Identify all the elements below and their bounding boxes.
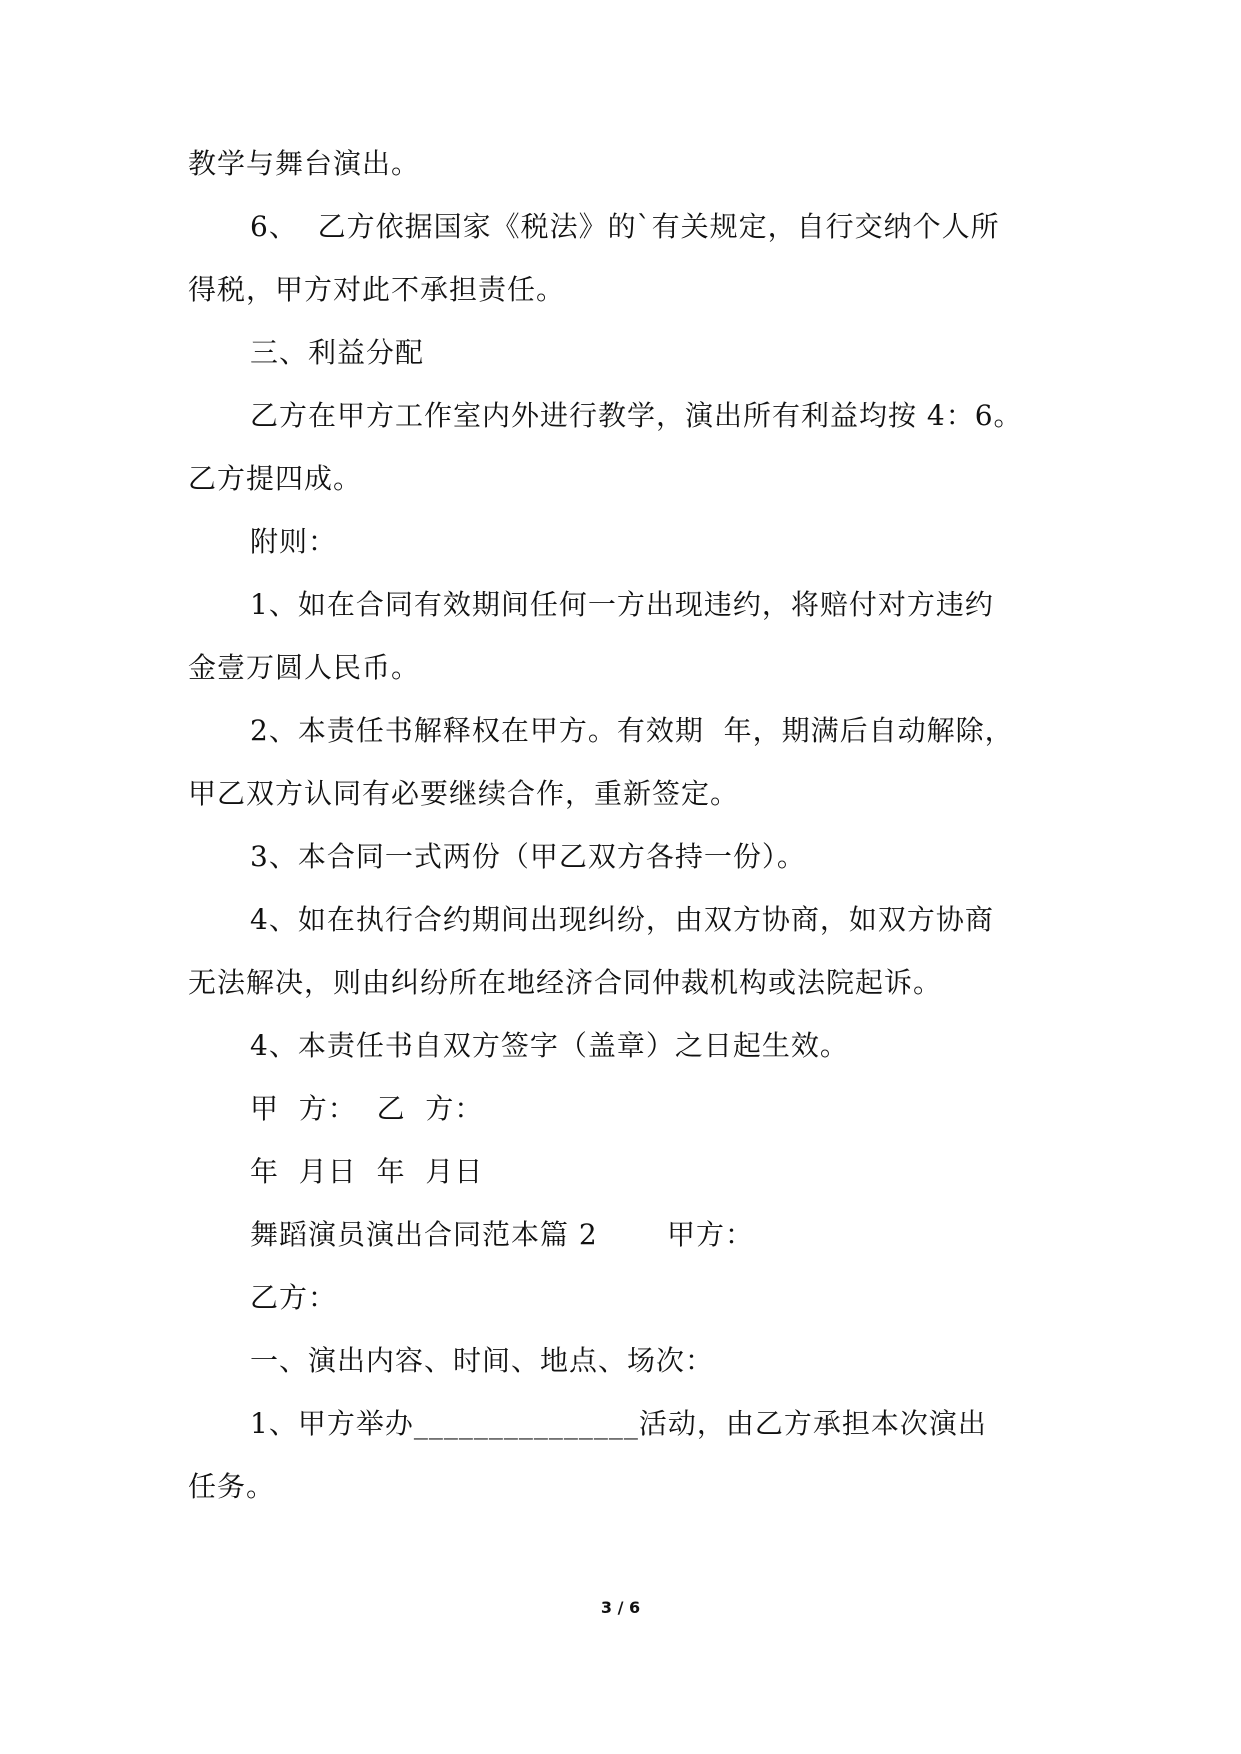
supplementary-2-line-2: 甲乙双方认同有必要继续合作，重新签定。 xyxy=(188,777,740,810)
clause-6-line-1: 6、 乙方依据国家《税法》的`有关规定，自行交纳个人所 xyxy=(250,210,1000,243)
signature-parties-line: 甲 方： 乙 方： xyxy=(250,1092,484,1125)
supplementary-heading: 附则： xyxy=(250,525,338,558)
performance-clause-1-line-1: 1、甲方举办_______________活动，由乙方承担本次演出 xyxy=(250,1407,987,1440)
signature-date-line: 年 月日 年 月日 xyxy=(250,1155,484,1188)
party-b-line: 乙方： xyxy=(250,1281,338,1314)
supplementary-3-line: 3、本合同一式两份（甲乙双方各持一份）。 xyxy=(250,840,806,873)
profit-line-1: 乙方在甲方工作室内外进行教学，演出所有利益均按 4：6。 xyxy=(250,399,1023,432)
page-number: 3 / 6 xyxy=(600,1598,641,1617)
section-heading-profit: 三、利益分配 xyxy=(250,336,425,369)
supplementary-5-line: 4、本责任书自双方签字（盖章）之日起生效。 xyxy=(250,1029,849,1062)
profit-line-2: 乙方提四成。 xyxy=(188,462,363,495)
clause-6-line-2: 得税，甲方对此不承担责任。 xyxy=(188,273,566,306)
supplementary-1-line-1: 1、如在合同有效期间任何一方出现违约，将赔付对方违约 xyxy=(250,588,994,621)
section-heading-performance: 一、演出内容、时间、地点、场次： xyxy=(250,1344,715,1377)
supplementary-2-line-1: 2、本责任书解释权在甲方。有效期 年，期满后自动解除， xyxy=(250,714,1014,747)
body-line-1: 教学与舞台演出。 xyxy=(188,147,421,180)
supplementary-4-line-1: 4、如在执行合约期间出现纠纷，由双方协商，如双方协商 xyxy=(250,903,994,936)
supplementary-1-line-2: 金壹万圆人民币。 xyxy=(188,651,421,684)
performance-clause-1-line-2: 任务。 xyxy=(188,1470,276,1503)
contract-2-title-line: 舞蹈演员演出合同范本篇 2 甲方： xyxy=(250,1218,755,1251)
supplementary-4-line-2: 无法解决，则由纠纷所在地经济合同仲裁机构或法院起诉。 xyxy=(188,966,943,999)
